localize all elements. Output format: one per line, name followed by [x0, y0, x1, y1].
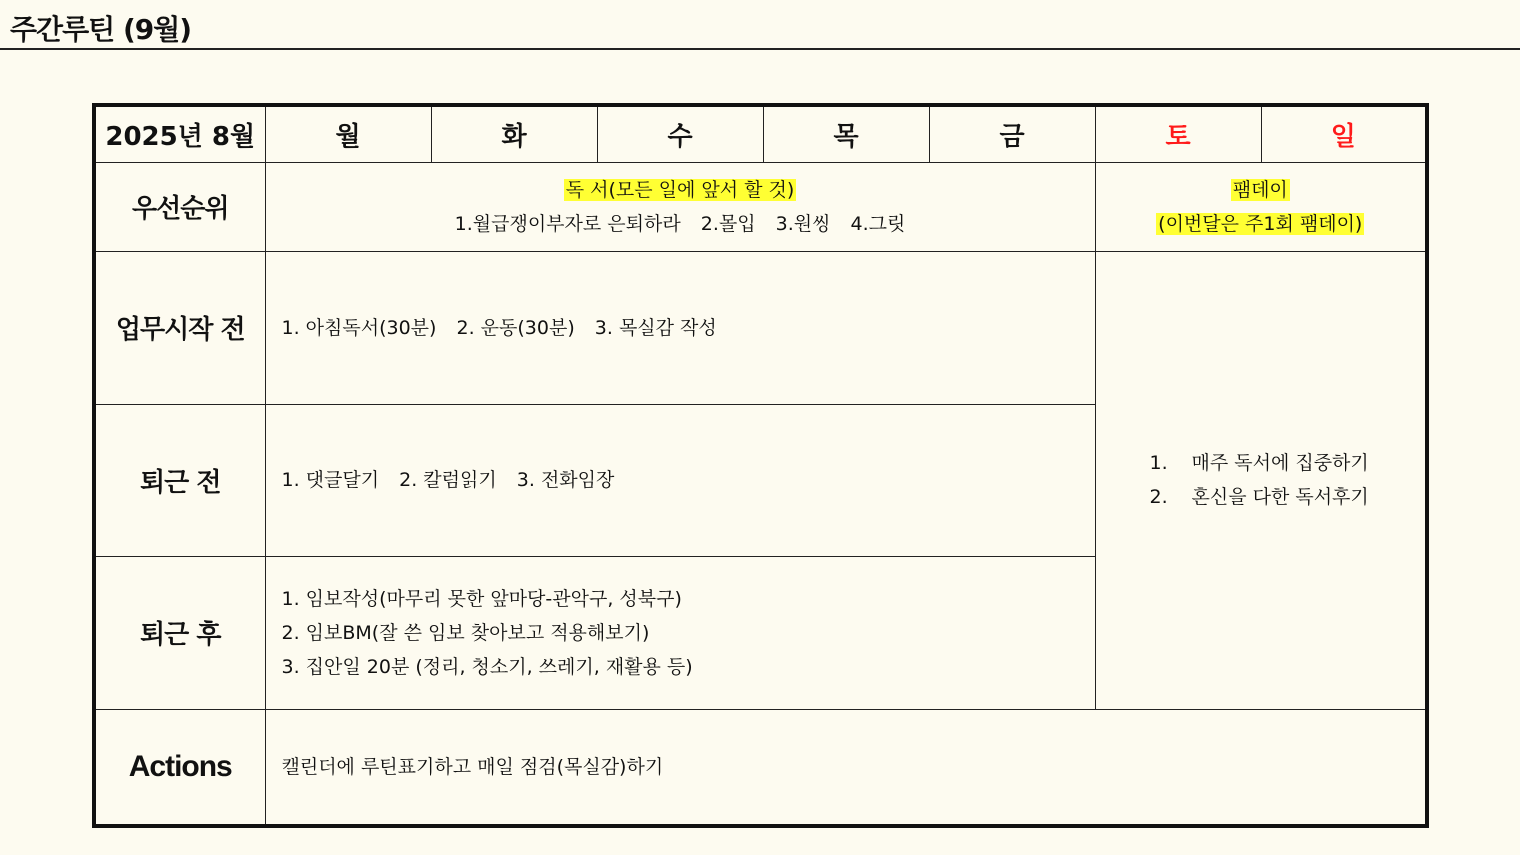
day-header-sat: 토 — [1095, 105, 1261, 162]
actions-row — [94, 709, 1427, 826]
row-label-after-leave: 퇴근 후 — [94, 556, 265, 709]
day-header-thu: 목 — [763, 105, 929, 162]
weekday-priority-heading: 독 서(모든 일에 앞서 할 것) — [565, 178, 795, 201]
priority-item: 2.몰입 — [700, 212, 756, 235]
list-item: 2. 칼럼읽기 — [399, 469, 497, 491]
after-leave-cell — [265, 556, 1095, 709]
row-label-priority: 우선순위 — [94, 162, 265, 251]
priority-row — [94, 162, 1427, 251]
row-label-before-leave: 퇴근 전 — [94, 404, 265, 556]
priority-item: 3.원씽 — [775, 212, 831, 235]
weekend-priority-cell — [1095, 162, 1427, 251]
day-header-fri: 금 — [929, 105, 1095, 162]
weekend-task-cell — [1095, 251, 1427, 709]
weekday-priority-list — [266, 207, 1095, 241]
list-item: 1. 댓글달기 — [281, 469, 380, 491]
before-leave-cell — [265, 404, 1095, 556]
day-header-wed: 수 — [597, 105, 763, 162]
priority-item: 1.월급쟁이부자로 은퇴하라 — [454, 212, 681, 235]
priority-item: 4.그릿 — [850, 212, 906, 235]
day-header-sun: 일 — [1261, 105, 1427, 162]
list-item: 2. 임보BM(잘 쓴 임보 찾아보고 적용해보기) — [281, 621, 650, 644]
row-label-actions: Actions — [94, 709, 265, 826]
list-item: 3. 집안일 20분 (정리, 청소기, 쓰레기, 재활용 등) — [281, 655, 693, 678]
actions-cell: 캘린더에 루틴표기하고 매일 점검(목실감)하기 — [265, 709, 1427, 826]
weekend-priority-heading: 팸데이 — [1232, 178, 1288, 201]
day-header-mon: 월 — [265, 105, 431, 162]
before-work-row — [94, 251, 1427, 404]
list-item: 1. 임보작성(마무리 못한 앞마당-관악구, 성북구) — [281, 587, 682, 610]
weekly-routine-table — [92, 103, 1429, 828]
row-label-before-work: 업무시작 전 — [94, 251, 265, 404]
list-item: 2. 운동(30분) — [456, 316, 575, 339]
weekday-priority-cell — [265, 162, 1095, 251]
title-divider — [0, 48, 1520, 50]
list-item: 2. 혼신을 다한 독서후기 — [1149, 486, 1369, 508]
header-row — [94, 105, 1427, 162]
weekend-priority-note: (이번달은 주1회 팸데이) — [1158, 212, 1363, 235]
list-item: 1. 매주 독서에 집중하기 — [1149, 452, 1369, 474]
day-header-tue: 화 — [431, 105, 597, 162]
list-item: 3. 목실감 작성 — [594, 316, 717, 339]
before-work-cell — [265, 251, 1095, 404]
list-item: 3. 전화임장 — [516, 469, 615, 491]
page-title: 주간루틴 (9월) — [10, 13, 192, 46]
list-item: 1. 아침독서(30분) — [281, 316, 437, 339]
month-header: 2025년 8월 — [94, 105, 265, 162]
